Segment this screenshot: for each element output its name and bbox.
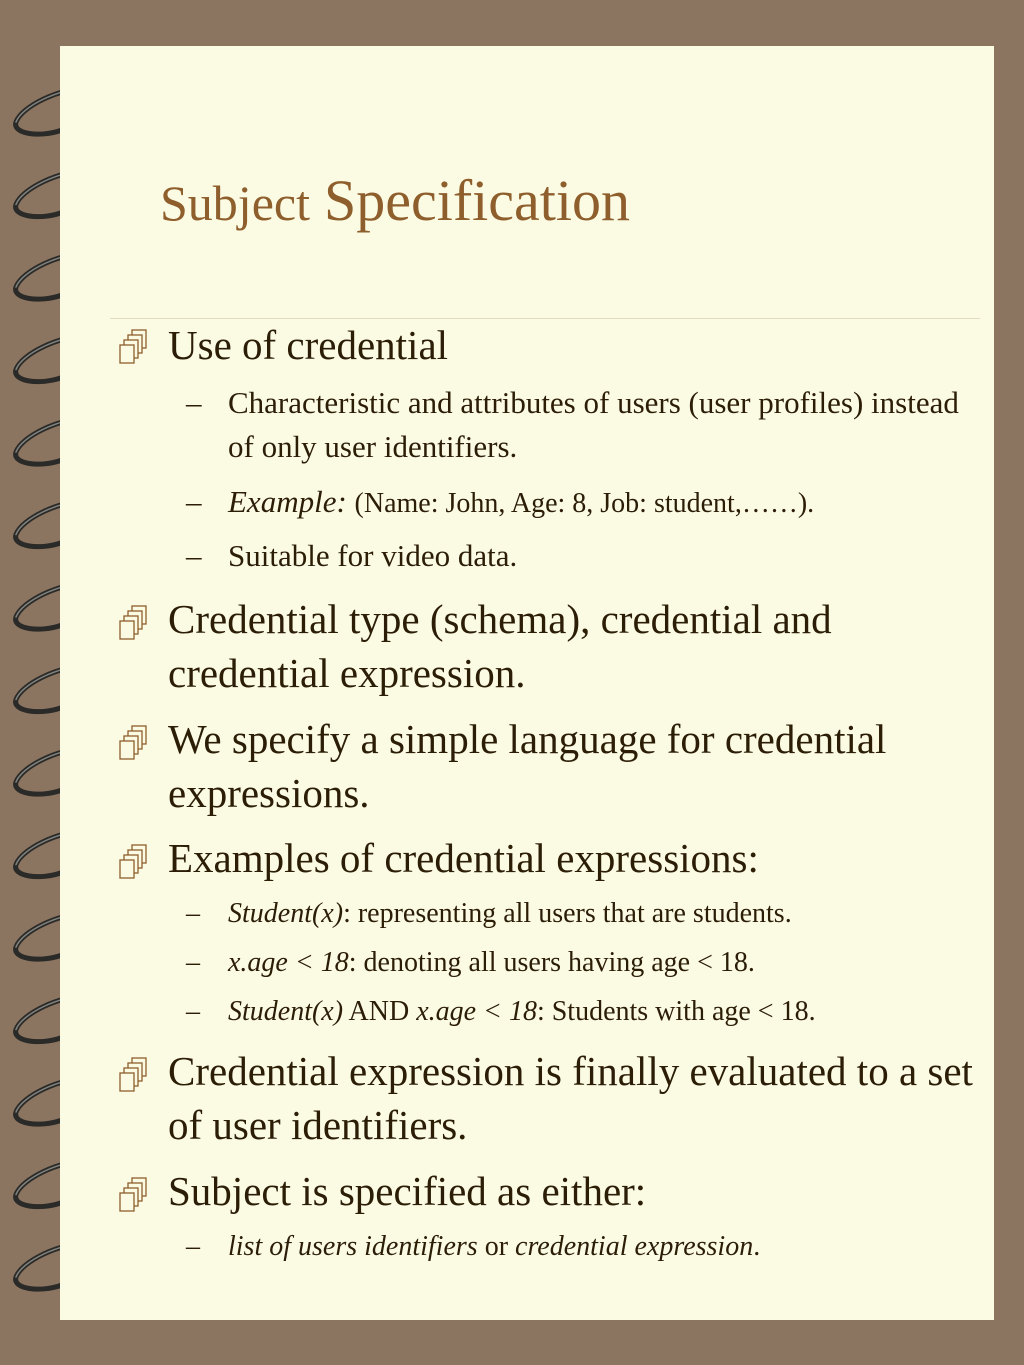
- dash-marker: –: [186, 385, 202, 420]
- sub-bullet-age: [228, 943, 968, 983]
- dash-marker: –: [186, 947, 200, 978]
- credential-expression-text: credential expression: [515, 1231, 754, 1262]
- title-part-2: Specification: [323, 168, 630, 233]
- stacked-pages-icon: [118, 1056, 152, 1094]
- sub-bullet-example: [228, 480, 968, 526]
- stacked-pages-icon: [118, 724, 152, 762]
- sub-bullet-student-and-age: [228, 992, 968, 1032]
- expr-student: Student(x): [228, 898, 344, 929]
- expr-age: x.age < 18: [228, 947, 349, 978]
- sub-bullet-video: Suitable for video data.: [228, 538, 518, 573]
- stacked-pages-icon: [118, 843, 152, 881]
- title-part-1: Subject: [160, 175, 310, 231]
- dash-marker: –: [186, 484, 202, 519]
- bullet-simple-language: We specify a simple language for credential expressions.: [168, 716, 887, 816]
- example-text: (Name: John, Age: 8, Job: student,……).: [354, 488, 815, 519]
- dash-marker: –: [186, 996, 200, 1027]
- expr-student-2: Student(x): [228, 996, 344, 1027]
- bullet-credential-type: Credential type (schema), credential and credential expression.: [168, 596, 832, 696]
- bullet-examples: Examples of credential expressions:: [168, 835, 759, 881]
- expr-combined-desc: : Students with age < 18.: [536, 996, 816, 1027]
- dash-marker: –: [186, 538, 202, 573]
- or-text: or: [477, 1231, 516, 1262]
- stacked-pages-icon: [118, 328, 152, 366]
- dash-marker: –: [186, 1231, 200, 1262]
- expr-age-2: x.age < 18: [416, 996, 537, 1027]
- bullet-use-of-credential: Use of credential: [168, 322, 449, 368]
- period-text: .: [753, 1231, 761, 1262]
- stacked-pages-icon: [118, 1176, 152, 1214]
- sub-bullet-list-or-expression: [228, 1227, 968, 1267]
- expr-age-desc: : denoting all users having age < 18.: [348, 947, 755, 978]
- slide-title: [160, 168, 630, 233]
- example-label: Example:: [228, 484, 347, 519]
- bullet-subject-either: Subject is specified as either:: [168, 1168, 647, 1214]
- dash-marker: –: [186, 898, 200, 929]
- list-of-users-text: list of users identifiers: [228, 1231, 478, 1262]
- sub-bullet-characteristics: Characteristic and attributes of users (user profiles) instead of only user identifiers.: [228, 385, 959, 464]
- sub-bullet-student: [228, 894, 968, 934]
- stacked-pages-icon: [118, 604, 152, 642]
- and-keyword: AND: [343, 996, 417, 1027]
- bullet-evaluated: Credential expression is finally evaluated to a set of user identifiers.: [168, 1048, 973, 1148]
- expr-student-desc: : representing all users that are students.: [343, 898, 792, 929]
